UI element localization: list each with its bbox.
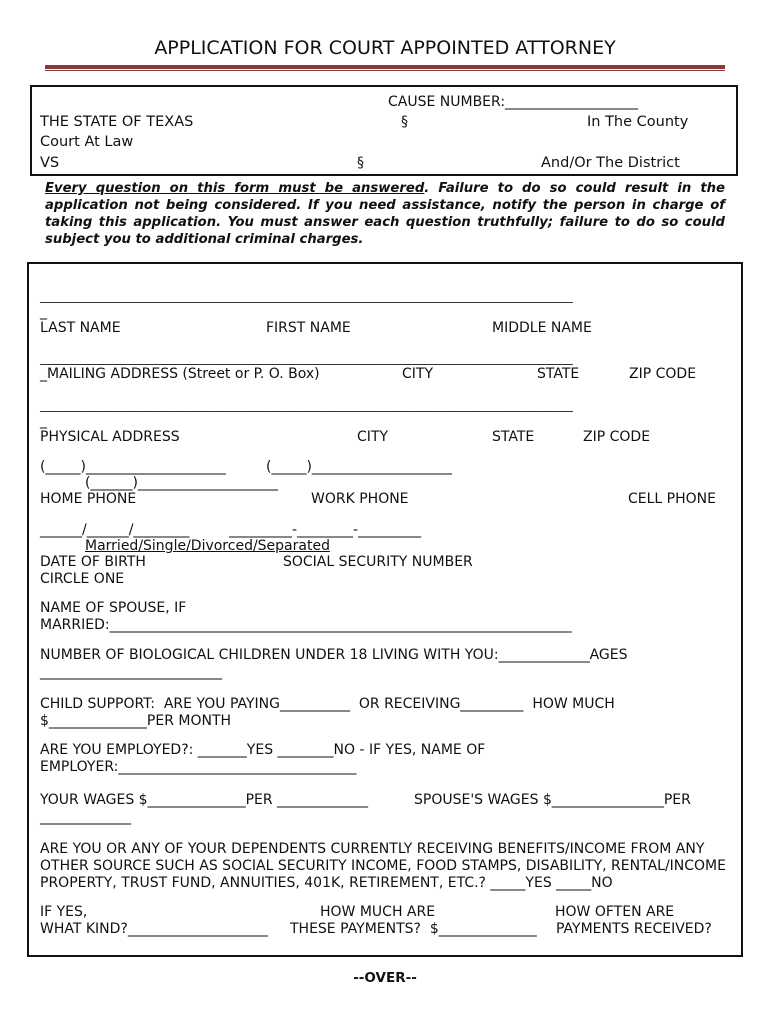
physical-line-tail: _ — [40, 413, 47, 429]
how-much-label: HOW MUCH ARE — [320, 904, 436, 920]
children-count-input[interactable]: NUMBER OF BIOLOGICAL CHILDREN UNDER 18 LIVING WITH YOU:_____________AGES — [40, 647, 628, 663]
mailing-state-label: STATE — [537, 366, 580, 382]
title-rule — [45, 65, 725, 69]
notice-text: . Failure to do so could result in the application not being considered. If you need assistance, notify the person in charge of taking this application. You must answer each question truthfully; failure to do so could subject you to additional criminal charges. — [45, 181, 725, 247]
notice-emphasis: Every question on this form must be answered — [45, 181, 425, 196]
physical-state-label: STATE — [492, 429, 535, 445]
name-input-line[interactable]: ______________________________________________________________________________________ — [40, 288, 573, 303]
physical-address-input-line[interactable]: ______________________________________________________________________________________ — [40, 397, 573, 412]
marital-status-options[interactable]: Married/Single/Divorced/Separated — [85, 538, 330, 554]
benefits-yes-no-input[interactable]: PROPERTY, TRUST FUND, ANNUITIES, 401K, RETIREMENT, ETC.? _____YES _____NO — [40, 875, 613, 891]
work-phone-input[interactable]: (_____)____________________ — [266, 459, 452, 475]
payments-received-label: PAYMENTS RECEIVED? — [556, 921, 712, 937]
how-often-label: HOW OFTEN ARE — [555, 904, 675, 920]
benefits-question-line-1: ARE YOU OR ANY OF YOUR DEPENDENTS CURRENTLY RECEIVING BENEFITS/INCOME FROM ANY — [40, 841, 705, 857]
date-of-birth-label: DATE OF BIRTH — [40, 554, 146, 570]
spouse-name-input[interactable]: MARRIED:__________________________________________________________________ — [40, 617, 572, 633]
circle-one-label: CIRCLE ONE — [40, 571, 125, 587]
work-phone-label: WORK PHONE — [311, 491, 409, 507]
state-of-texas-label: THE STATE OF TEXAS — [40, 114, 194, 130]
court-at-law-label: Court At Law — [40, 134, 134, 150]
child-support-amount-input[interactable]: $______________PER MONTH — [40, 713, 232, 729]
spouse-wages-input[interactable]: SPOUSE'S WAGES $________________PER — [414, 792, 691, 808]
mailing-address-label: _MAILING ADDRESS (Street or P. O. Box) — [40, 366, 320, 382]
name-line-tail: _ — [40, 304, 47, 320]
date-of-birth-input[interactable]: ______/______/________ — [40, 522, 190, 538]
instructions-notice — [45, 180, 725, 248]
last-name-label: LAST NAME — [40, 320, 121, 336]
section-symbol-1: § — [401, 114, 408, 130]
county-label: In The County — [587, 114, 689, 130]
child-support-input[interactable]: CHILD SUPPORT: ARE YOU PAYING__________ OR RECEIVING_________ HOW MUCH — [40, 696, 615, 712]
mailing-address-input-line[interactable]: ______________________________________________________________________________________ — [40, 350, 573, 365]
title-rule-thin — [45, 70, 725, 71]
mailing-city-label: CITY — [402, 366, 434, 382]
section-symbol-2: § — [357, 155, 364, 171]
if-yes-label: IF YES, — [40, 904, 88, 920]
cell-phone-input[interactable]: (______)____________________ — [85, 475, 278, 491]
home-phone-input[interactable]: (_____)____________________ — [40, 459, 226, 475]
over-footer: --OVER-- — [353, 970, 417, 986]
vs-label: VS — [40, 155, 60, 171]
first-name-label: FIRST NAME — [266, 320, 351, 336]
cause-number-field[interactable]: CAUSE NUMBER:___________________ — [388, 94, 639, 110]
physical-address-label: PHYSICAL ADDRESS — [40, 429, 180, 445]
employer-input[interactable]: EMPLOYER:__________________________________ — [40, 759, 357, 775]
ssn-input[interactable]: _________-________-_________ — [229, 522, 422, 538]
physical-city-label: CITY — [357, 429, 389, 445]
ssn-label: SOCIAL SECURITY NUMBER — [283, 554, 473, 570]
spouse-label: NAME OF SPOUSE, IF — [40, 600, 187, 616]
your-wages-input[interactable]: YOUR WAGES $______________PER _____________ — [40, 792, 369, 808]
what-kind-input[interactable]: WHAT KIND?____________________ — [40, 921, 268, 937]
home-phone-label: HOME PHONE — [40, 491, 137, 507]
page-title: APPLICATION FOR COURT APPOINTED ATTORNEY — [154, 37, 616, 59]
physical-zip-label: ZIP CODE — [583, 429, 651, 445]
district-label: And/Or The District — [541, 155, 680, 171]
children-ages-input[interactable]: __________________________ — [40, 664, 222, 680]
spouse-wages-period-input[interactable]: _____________ — [40, 809, 131, 825]
middle-name-label: MIDDLE NAME — [492, 320, 592, 336]
employed-question[interactable]: ARE YOU EMPLOYED?: _______YES ________NO - IF YES, NAME OF — [40, 742, 486, 758]
payments-amount-input[interactable]: THESE PAYMENTS? $______________ — [290, 921, 537, 937]
mailing-zip-label: ZIP CODE — [629, 366, 697, 382]
cell-phone-label: CELL PHONE — [628, 491, 716, 507]
benefits-question-line-2: OTHER SOURCE SUCH AS SOCIAL SECURITY INCOME, FOOD STAMPS, DISABILITY, RENTAL/INCOME — [40, 858, 726, 874]
